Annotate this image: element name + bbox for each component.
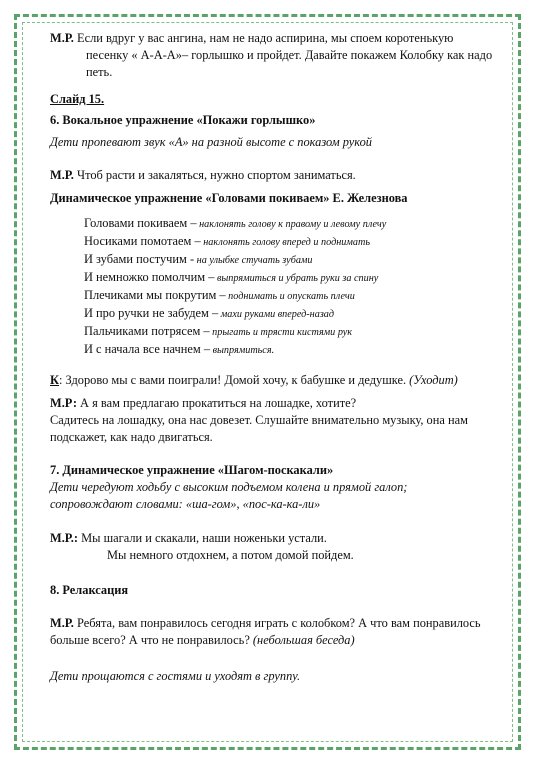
verse-line [84, 287, 355, 305]
speaker-label: М.Р.: [50, 531, 79, 545]
speaker-label: М.Р. [50, 616, 74, 630]
mr-line-2 [50, 167, 356, 183]
verse-text: Носиками помотаем – [84, 234, 201, 248]
mr-text-4: Мы шагали и скакали, наши ноженьки устали. [78, 531, 327, 545]
verse-line [84, 323, 352, 341]
speaker-label: М.Р. [50, 31, 74, 45]
exercise-6-note: Дети пропевают звук «А» на разной высоте с показом рукой [50, 135, 372, 149]
verse-text: Пальчиками потрясем – [84, 324, 210, 338]
intro-line-3: петь. [86, 65, 113, 79]
intro-line-2: песенку « А-А-А»– горлышко и пройдет. Давайте покажем Колобку как надо [86, 48, 493, 62]
exercise-7-title: 7. Динамическое упражнение «Шагом-поскакали» [50, 463, 334, 477]
verse-instruction: выпрямиться. [210, 345, 275, 356]
verse-line [84, 215, 386, 233]
mr-line-3c: подскажет, как надо двигаться. [50, 430, 213, 444]
speaker-label: К [50, 373, 59, 387]
verse-text: И про ручки не забудем – [84, 306, 219, 320]
verse-text: И зубами постучим - [84, 252, 195, 266]
mr-line-3b: Садитесь на лошадку, она нас довезет. Слушайте внимательно музыку, она нам [50, 413, 468, 427]
relaxation-title: 8. Релаксация [50, 583, 129, 597]
mr-line-4b: Мы немного отдохнем, а потом домой пойдем. [107, 548, 354, 562]
verse-instruction: наклонять голову к правому и левому плечу [196, 219, 387, 230]
dynamic-exercise-title: Динамическое упражнение «Головами покиваем» Е. Железнова [50, 191, 408, 205]
verse-instruction: на улыбке стучать зубами [194, 255, 313, 266]
verse-line [84, 251, 313, 269]
verse-instruction: наклонять голову вперед и поднимать [200, 237, 370, 248]
exercise-7-note-1: Дети чередуют ходьбу с высоким подъемом колена и прямой галоп; [50, 480, 408, 494]
verse-line [84, 233, 370, 251]
intro-text-1: Если вдруг у вас ангина, нам не надо аспирина, мы споем коротенькую [73, 31, 454, 45]
final-note: Дети прощаются с гостями и уходят в группу. [50, 669, 301, 683]
speaker-label: М.Р: [50, 396, 77, 410]
stage-direction: (небольшая беседа) [252, 633, 355, 647]
verse-text: И немножко помолчим – [84, 270, 215, 284]
slide-label: Слайд 15. [50, 92, 105, 106]
mr-line-4 [50, 530, 327, 546]
exercise-7-note-2: сопровождают словами: «ша-гом», «пос-ка-ка-ли» [50, 497, 321, 511]
kolobok-line [50, 372, 458, 388]
mr-text-2: Чтоб расти и закаляться, нужно спортом заниматься. [73, 168, 356, 182]
mr-text-3: А я вам предлагаю прокатиться на лошадке, хотите? [76, 396, 357, 410]
mr-line-5b [50, 632, 355, 648]
verse-instruction: выпрямиться и убрать руки за спину [214, 273, 379, 284]
mr-line-3 [50, 395, 356, 411]
stage-direction: (Уходит) [409, 373, 458, 387]
verse-line [84, 341, 274, 359]
mr-text-5: Ребята, вам понравилось сегодня играть с колобком? А что вам понравилось [73, 616, 481, 630]
mr-text-5b: больше всего? А что не понравилось? [50, 633, 253, 647]
speaker-label: М.Р. [50, 168, 74, 182]
mr-line-5 [50, 615, 481, 631]
verse-instruction: поднимать и опускать плечи [225, 291, 355, 302]
verse-line [84, 269, 378, 287]
verse-text: Плечиками мы покрутим – [84, 288, 226, 302]
verse-instruction: прыгать и трясти кистями рук [209, 327, 353, 338]
verse-line [84, 305, 334, 323]
verse-text: Головами покиваем – [84, 216, 197, 230]
kolobok-text: : Здорово мы с вами поиграли! Домой хочу, к бабушке и дедушке. [59, 373, 410, 387]
verse-text: И с начала все начнем – [84, 342, 211, 356]
exercise-6-title: 6. Вокальное упражнение «Покажи горлышко» [50, 113, 316, 127]
intro-line-1 [50, 30, 453, 46]
verse-instruction: махи руками вперед-назад [218, 309, 335, 320]
